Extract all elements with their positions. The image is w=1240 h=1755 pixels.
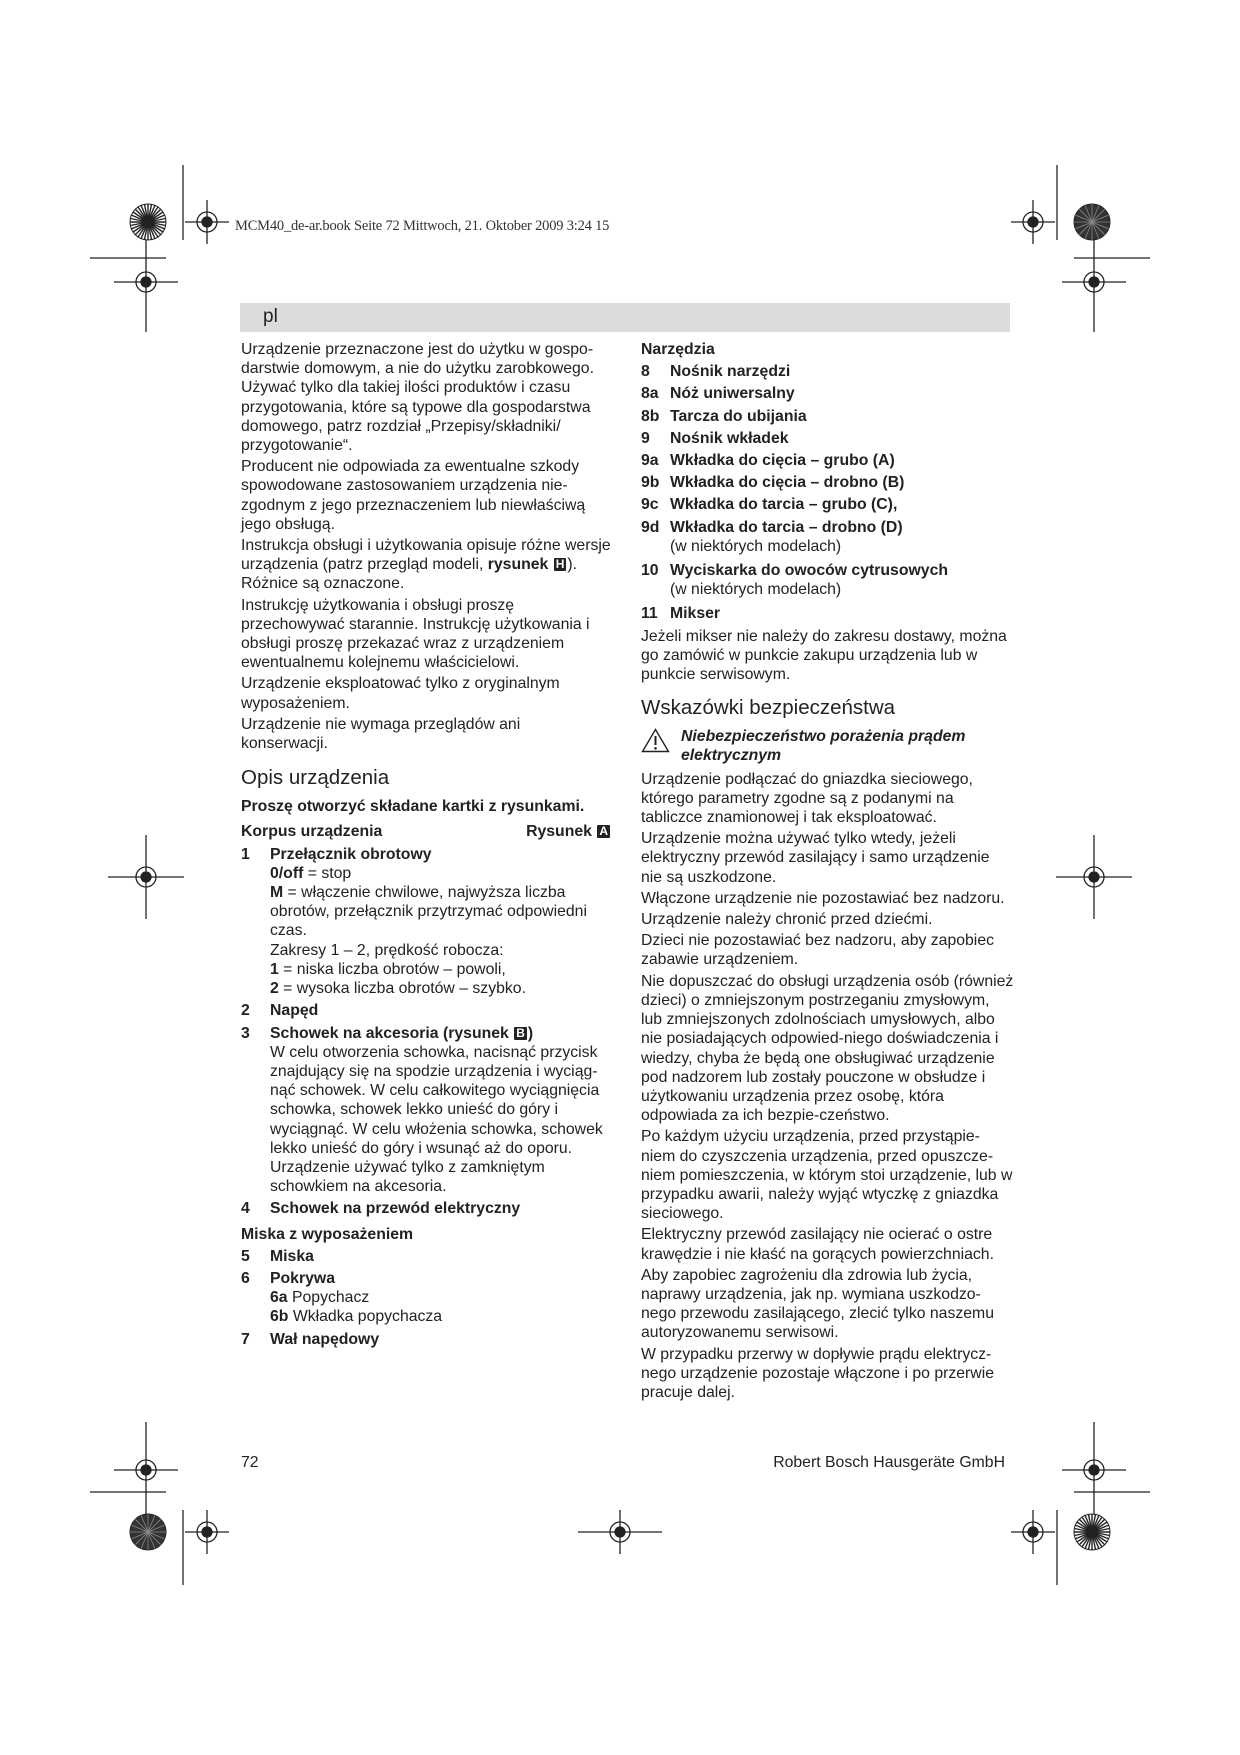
safety-paragraph: W przypadku przerwy w dopływie prądu elektrycz-nego urządzenie pozostaje włączone i po przerwie pracuje dalej. [641, 1345, 995, 1401]
color-target [130, 1514, 166, 1550]
section-title: Opis urządzenia [241, 766, 390, 790]
mixer-note: Jeżeli mikser nie należy do zakresu dostawy, można go zamówić w punkcie zakupu urządzenia lub w punkcie serwisowym. [641, 627, 1007, 684]
paragraph: Producent nie odpowiada za ewentualne szkody spowodowane zastosowaniem urządzenia nie-zgodnym z jego przeznaczeniem lub niewłaściwą jego obsługą. [241, 458, 586, 533]
item-title: Schowek na przewód elektryczny [270, 1200, 521, 1218]
language-code: pl [263, 306, 278, 327]
tool-item: 9b Wkładka do cięcia – drobno (B) [641, 473, 1014, 492]
item-title: Pokrywa [270, 1269, 335, 1287]
tool-item: 10 Wyciskarka do owoców cytrusowych (w niektórych modelach) [641, 561, 1014, 599]
tool-title: Nośnik wkładek [670, 429, 789, 447]
footer-company: Robert Bosch Hausgeräte GmbH [773, 1454, 1005, 1471]
tool-title: Wkładka do cięcia – drobno (B) [670, 474, 905, 492]
tool-item: 9d Wkładka do tarcia – drobno (D) (w niektórych modelach) [641, 518, 1014, 556]
tool-note: (w niektórych modelach) [670, 537, 842, 555]
warning-triangle-icon [641, 728, 670, 753]
figure-letter-badge: A [599, 824, 608, 839]
language-tab [240, 303, 1010, 332]
tool-item: 8a Nóż uniwersalny [641, 384, 1014, 403]
body-heading: Korpus urządzenia [241, 823, 383, 841]
figure-reference: Rysunek A [526, 823, 608, 841]
figure-letter-badge: H [555, 557, 565, 572]
registration-mark [185, 200, 229, 244]
color-target [130, 204, 166, 240]
paragraph [241, 536, 611, 594]
registration-mark [185, 1510, 229, 1554]
fold-note: Proszę otworzyć składane kartki z rysunkami. [241, 798, 585, 816]
registration-mark [1062, 1422, 1126, 1518]
item-title: Schowek na akcesoria (rysunek B ) [270, 1024, 534, 1042]
tools-heading: Narzędzia [641, 341, 715, 358]
tool-title: Wkładka do cięcia – grubo (A) [670, 452, 895, 470]
figure-letter-badge: B [516, 1025, 525, 1040]
registration-mark [1062, 232, 1126, 332]
tool-note: (w niektórych modelach) [670, 581, 842, 599]
item-title: Przełącznik obrotowy [270, 845, 432, 863]
safety-paragraph: Elektryczny przewód zasilający nie ocierać o ostre krawędzie i nie kłaść na gorących powierzchniach. [641, 1226, 994, 1263]
print-slug: MCM40_de-ar.book Seite 72 Mittwoch, 21. Oktober 2009 3:24 15 [235, 218, 610, 234]
safety-paragraph: Urządzenie można używać tylko wtedy, jeżeli elektryczny przewód zasilający i samo urządzenie nie są uszkodzone. [641, 830, 990, 886]
registration-mark [1011, 1510, 1055, 1554]
color-target [1074, 204, 1110, 240]
tool-item: 8b Tarcza do ubijania [641, 407, 1014, 426]
list-item: 2 Napęd [241, 1001, 611, 1020]
list-item: 4 Schowek na przewód elektryczny [241, 1199, 611, 1218]
tool-title: Mikser [670, 605, 721, 623]
figure-label: rysunek [487, 556, 549, 574]
list-item: 1 Przełącznik obrotowy 0/off = stop M = włączenie chwilowe, najwyższa liczba obrotów, przełącznik przytrzymać odpowiedni czas. Zakresy 1 – 2, prędkość robocza: 1 = niska liczba obrotów – powoli, 2 = wysoka liczba obrotów – szybko. [241, 845, 611, 999]
tool-item: 8 Nośnik narzędzi [641, 362, 1014, 381]
list-item: 6 Pokrywa 6a Popychacz 6b Wkładka popychacza [241, 1269, 611, 1327]
tool-item: 11 Mikser [641, 604, 1014, 623]
safety-paragraphs [641, 770, 1014, 1403]
paragraph: Instrukcję użytkowania i obsługi proszę przechowywać starannie. Instrukcję użytkowania i obsługi proszę przekazać wraz z urządzeniem ewentualnemu kolejnemu właścicielowi. [241, 596, 590, 672]
left-column [241, 340, 611, 1352]
versions-tail: ). Różnice są oznaczone. [241, 556, 578, 593]
safety-paragraph: Dzieci nie pozostawiać bez nadzoru, aby zapobiec zabawie urządzeniem. [641, 932, 995, 969]
safety-paragraph: Włączone urządzenie nie pozostawiać bez nadzoru. [641, 889, 1005, 907]
tool-title: Tarcza do ubijania [670, 407, 807, 425]
list-item: 3 Schowek na akcesoria (rysunek B ) W celu otworzenia schowka, nacisnąć przycisk znajdujący się na spodzie urządzenia i wyciąg-nąć schowek. W celu całkowitego wyciągnięcia schowka, schowek lekko unieść do góry i wyciągnąć. W celu włożenia schowka, schowek lekko unieść do góry i wsunąć aż do oporu. Urządzenie używać tylko z zamkniętym schowkiem na akcesoria. [241, 1024, 611, 1197]
item-title: Miska [270, 1247, 314, 1265]
tool-item: 9c Wkładka do tarcia – grubo (C), [641, 495, 1014, 514]
warning-title: Niebezpieczeństwo porażenia prądem elektrycznym [681, 728, 966, 765]
tool-title: Wkładka do tarcia – drobno (D) [670, 518, 903, 536]
safety-title: Wskazówki bezpieczeństwa [641, 696, 896, 720]
paragraph: Urządzenie nie wymaga przeglądów ani konserwacji. [241, 715, 521, 753]
safety-paragraph: Aby zapobiec zagrożeniu dla zdrowia lub życia, naprawy urządzenia, jak np. wymiana uszkodzo-nego przewodu zasilającego, zlecić tylko naszemu autoryzowanemu serwisowi. [641, 1266, 994, 1342]
registration-mark [1011, 200, 1055, 244]
bowl-heading: Miska z wyposażeniem [241, 1225, 414, 1243]
item-title: Napęd [270, 1002, 319, 1020]
right-column [641, 340, 1014, 1404]
paragraph: Urządzenie przeznaczone jest do użytku w gospo-darstwie domowym, a nie do użytku zarobkowego. Używać tylko dla takiej ilości produktów i czasu przygotowania, które są typowe dla gospodarstwa domowego, patrz rozdział „Przepisy/składniki/ przygotowanie“. [241, 341, 594, 455]
safety-paragraph: Urządzenie podłączać do gniazdka sieciowego, którego parametry zgodne są z podanymi na tabliczce znamionowej i tak eksploatować. [641, 770, 973, 827]
registration-mark [108, 835, 184, 919]
safety-paragraph: Po każdym użyciu urządzenia, przed przystąpie-niem do czyszczenia urządzenia, przed opuszcze-niem pomieszczenia, w którym stoi urządzenie, lub w przypadku awarii, należy wyjąć wtyczkę z gniazdka sieciowego. [641, 1128, 1013, 1223]
tool-item: 9 Nośnik wkładek [641, 429, 1014, 448]
tool-item: 9a Wkładka do cięcia – grubo (A) [641, 451, 1014, 470]
registration-mark [1056, 835, 1132, 919]
safety-paragraph: Nie dopuszczać do obsługi urządzenia osób (również dzieci) o zmniejszonym postrzeganiu zmysłowym, lub zmniejszonych zdolnościach umysłowych, albo nie posiadających odpowied-niego doświadczenia i wiedzy, chyba że będą one obsługiwać urządzenie pod nadzorem lub zostały pouczone w obsłudze i użytkowaniu urządzenia przez osobę, która odpowiada za ich bezpie-czeństwo. [641, 972, 1014, 1125]
registration-mark [114, 1422, 178, 1518]
registration-mark [578, 1510, 662, 1554]
warning-block [641, 727, 1014, 765]
item-title: Wał napędowy [270, 1330, 380, 1348]
registration-mark [114, 232, 178, 332]
paragraph: Urządzenie eksploatować tylko z oryginalnym wyposażeniem. [241, 675, 560, 712]
safety-paragraph: Urządzenie należy chronić przed dziećmi. [641, 911, 933, 929]
list-item: 5 Miska [241, 1247, 611, 1266]
page-number: 72 [241, 1454, 259, 1471]
color-target [1074, 1514, 1110, 1550]
tool-title: Wyciskarka do owoców cytrusowych [670, 562, 949, 580]
list-item: 7 Wał napędowy [241, 1330, 611, 1349]
versions-text: Instrukcja obsługi i użytkowania opisuje różne wersje urządzenia (patrz przegląd modeli, [241, 537, 611, 574]
tool-title: Nóż uniwersalny [670, 385, 795, 403]
figure-heading-row [241, 822, 611, 841]
tool-title: Nośnik narzędzi [670, 363, 791, 381]
tool-title: Wkładka do tarcia – grubo (C), [670, 496, 898, 514]
tools-list [641, 362, 1014, 623]
